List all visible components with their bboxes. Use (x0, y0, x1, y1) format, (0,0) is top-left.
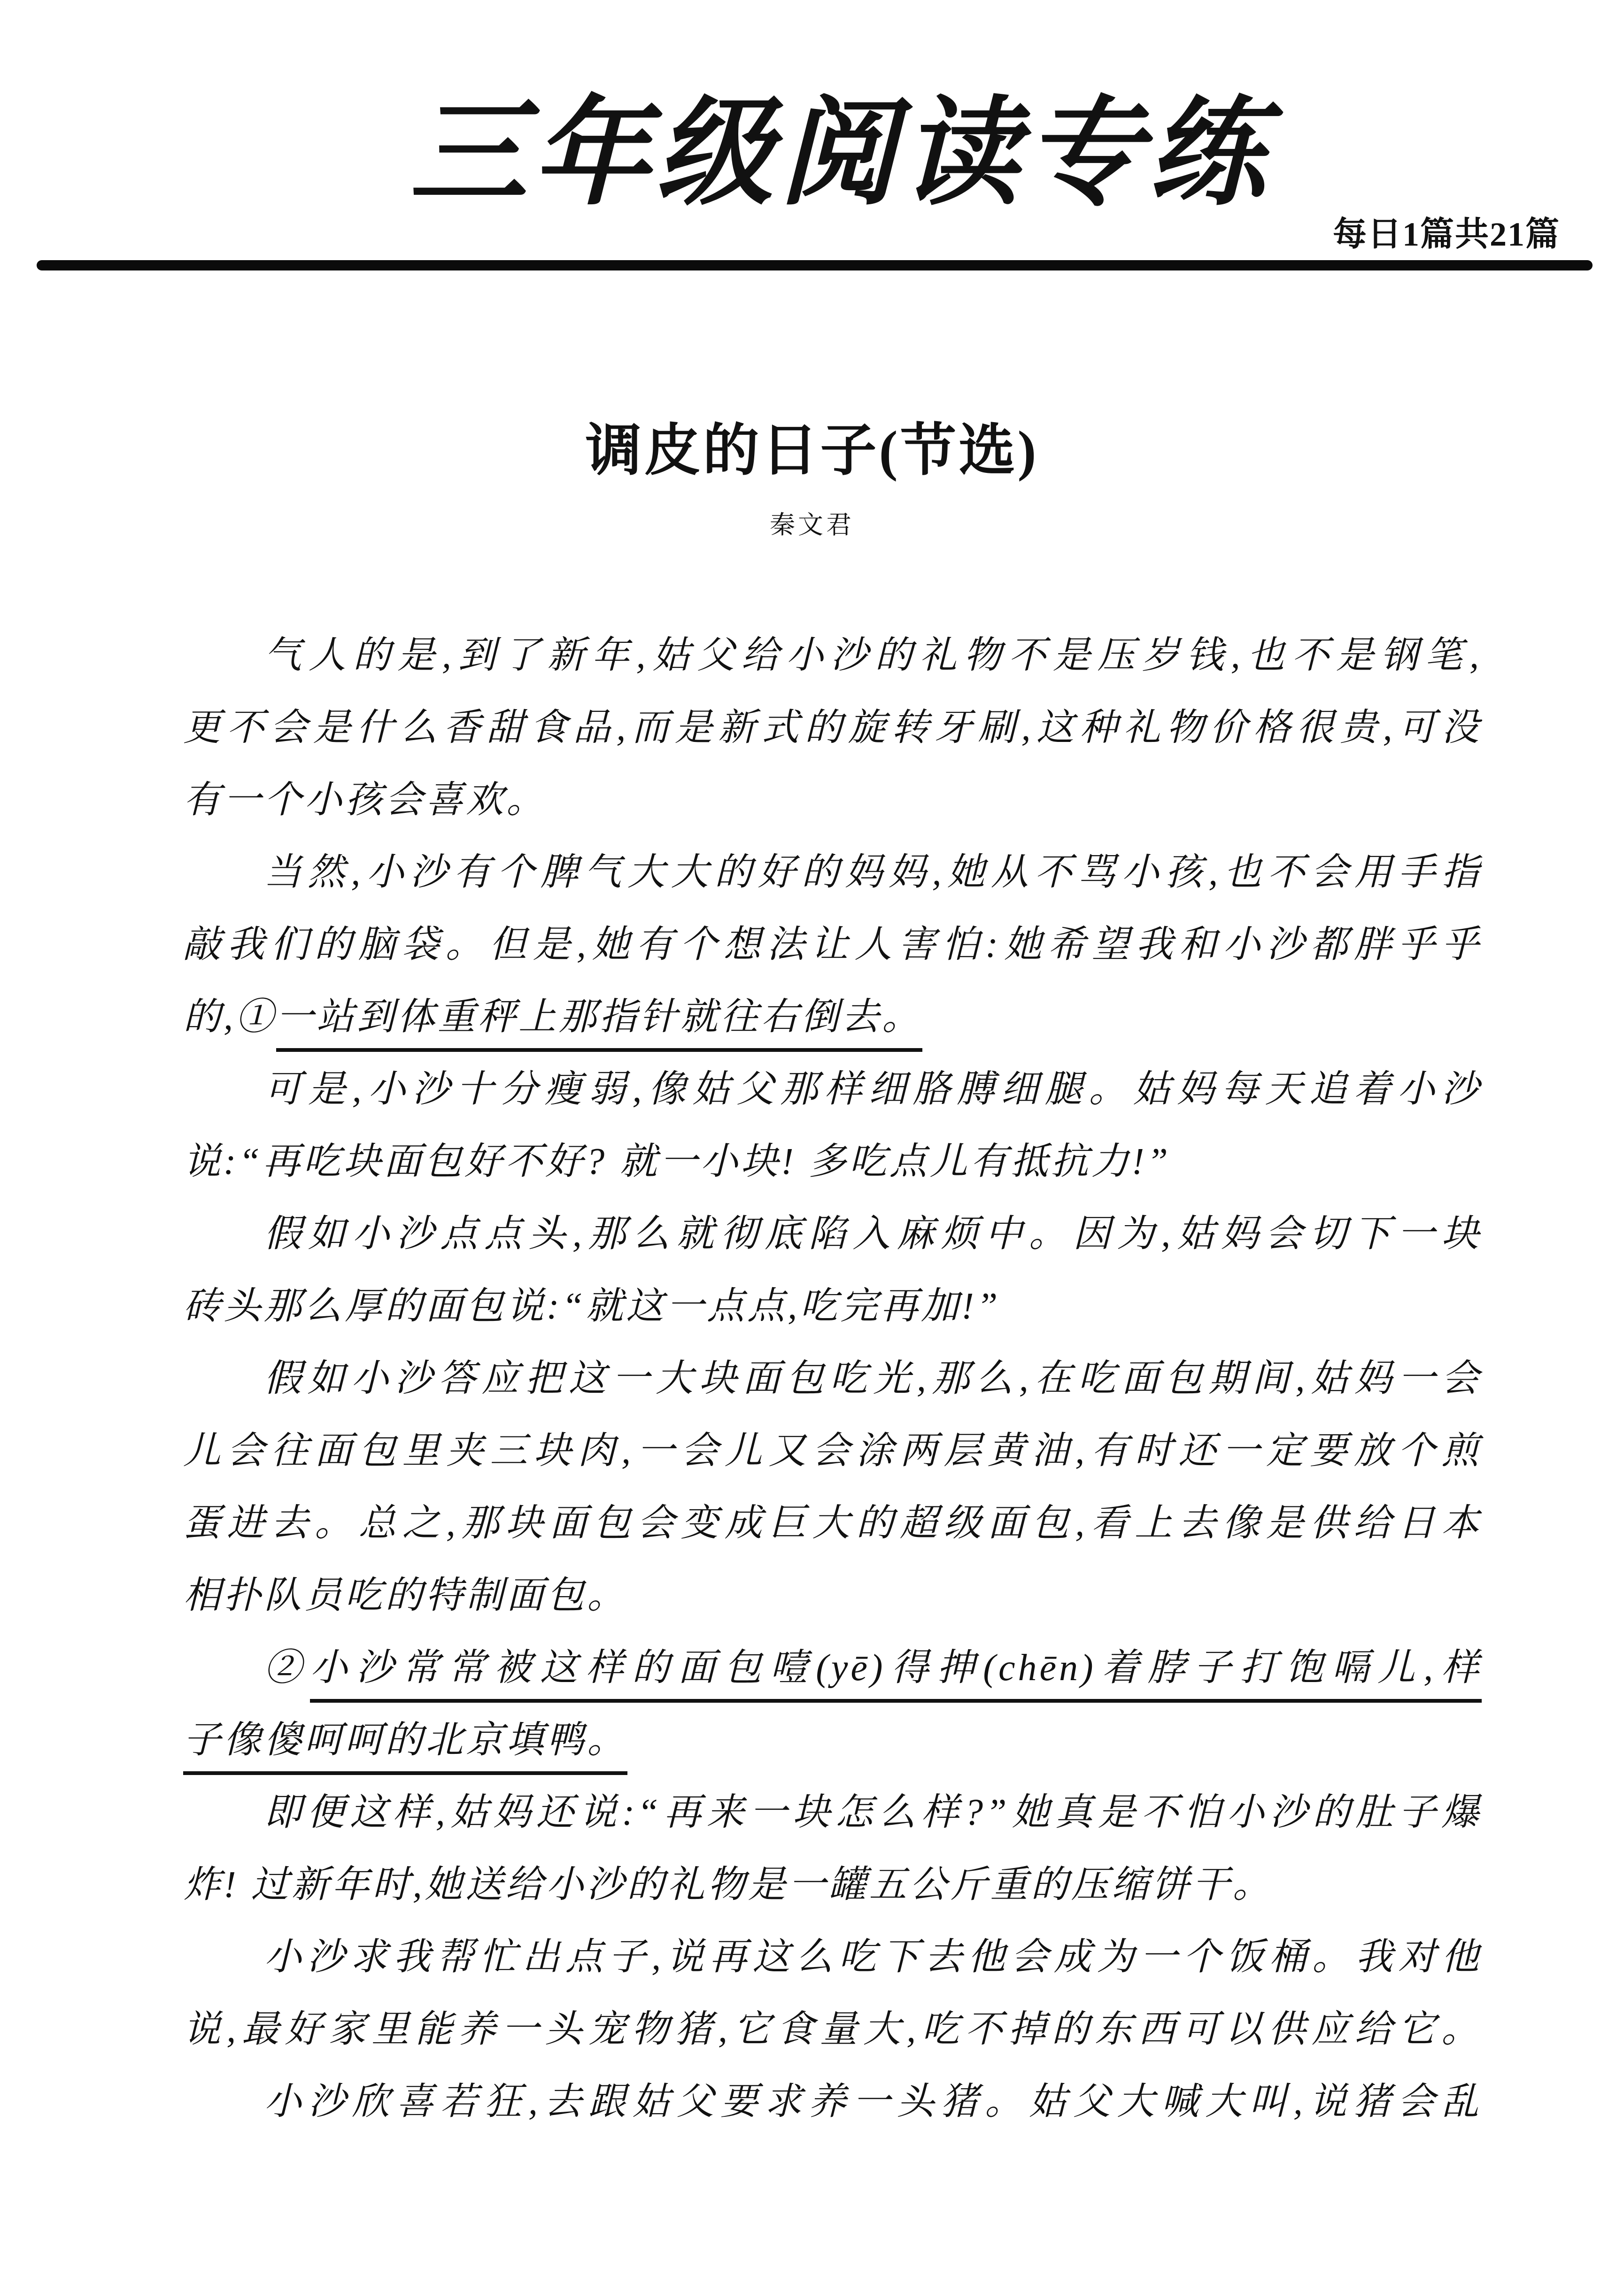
header-rule-divider (37, 260, 1593, 270)
article-body (183, 619, 1482, 2138)
underlined-passage-2-continued: 子像傻呵呵的北京填鸭。 (183, 1720, 627, 1775)
annotation-marker-2: ② (264, 1647, 310, 1689)
text-line (183, 1126, 1482, 1198)
text-line (183, 2066, 1482, 2138)
article-title: 调皮的日子(节选) (585, 419, 1039, 482)
line-text: 蛋进去。总之,那块面包会变成巨大的超级面包,看上去像是供给日本 (183, 1503, 1482, 1544)
text-line (183, 1632, 1482, 1704)
text-line (183, 1704, 1482, 1776)
text-line (183, 1559, 1482, 1632)
line-text: 更不会是什么香甜食品,而是新式的旋转牙刷,这种礼物价格很贵,可没 (183, 707, 1482, 749)
text-line (183, 1198, 1482, 1270)
line-text: 有一个小孩会喜欢。 (183, 780, 547, 821)
line-text: 的, (183, 996, 236, 1038)
line-text: 即便这样,姑妈还说:“再来一块怎么样?”她真是不怕小沙的肚子爆 (264, 1792, 1482, 1833)
text-line (183, 1776, 1482, 1849)
text-line (183, 836, 1482, 909)
line-text: 当然,小沙有个脾气大大的好的妈妈,她从不骂小孩,也不会用手指 (264, 852, 1482, 893)
line-text: 炸! 过新年时,她送给小沙的礼物是一罐五公斤重的压缩饼干。 (183, 1864, 1273, 1906)
line-text: 小沙求我帮忙出点子,说再这么吃下去他会成为一个饭桶。我对他 (264, 1937, 1482, 1978)
underlined-passage-1: 一站到体重秤上那指针就往右倒去。 (276, 996, 922, 1052)
annotation-marker-1: ① (236, 996, 276, 1038)
underlined-passage-2: 小沙常常被这样的面包噎(yē)得抻(chēn)着脖子打饱嗝儿,样 (310, 1647, 1482, 1703)
line-text: 说:“再吃块面包好不好? 就一小块! 多吃点儿有抵抗力!” (183, 1141, 1171, 1182)
text-line (183, 619, 1482, 692)
article-author: 秦文君 (770, 511, 854, 539)
line-text: 敲我们的脑袋。但是,她有个想法让人害怕:她希望我和小沙都胖乎乎 (183, 924, 1482, 965)
worksheet-progress-note: 每日1篇共21篇 (1332, 216, 1560, 253)
text-line (183, 1993, 1482, 2066)
line-text: 假如小沙点点头,那么就彻底陷入麻烦中。因为,姑妈会切下一块 (264, 1213, 1482, 1255)
text-line (183, 1849, 1482, 1921)
line-text: 砖头那么厚的面包说:“就这一点点,吃完再加!” (183, 1286, 1001, 1327)
text-line (183, 692, 1482, 764)
line-text: 儿会往面包里夹三块肉,一会儿又会涂两层黄油,有时还一定要放个煎 (183, 1430, 1482, 1472)
line-text: 相扑队员吃的特制面包。 (183, 1575, 627, 1616)
worksheet-series-title: 三年级阅读专练 (410, 89, 1271, 219)
line-text: 假如小沙答应把这一大块面包吃光,那么,在吃面包期间,姑妈一会 (264, 1358, 1482, 1399)
line-text: 小沙欣喜若狂,去跟姑父要求养一头猪。姑父大喊大叫,说猪会乱 (264, 2081, 1482, 2123)
text-line (183, 1921, 1482, 1993)
line-text: 说,最好家里能养一头宠物猪,它食量大,吃不掉的东西可以供应给它。 (183, 2009, 1482, 2050)
text-line (183, 1487, 1482, 1559)
text-line (183, 909, 1482, 981)
line-text: 气人的是,到了新年,姑父给小沙的礼物不是压岁钱,也不是钢笔, (264, 635, 1482, 676)
text-line (183, 981, 1482, 1053)
text-line (183, 1415, 1482, 1487)
line-text: 可是,小沙十分瘦弱,像姑父那样细胳膊细腿。姑妈每天追着小沙 (264, 1069, 1482, 1110)
text-line (183, 1053, 1482, 1126)
text-line (183, 1343, 1482, 1415)
text-line (183, 1270, 1482, 1343)
text-line (183, 764, 1482, 836)
